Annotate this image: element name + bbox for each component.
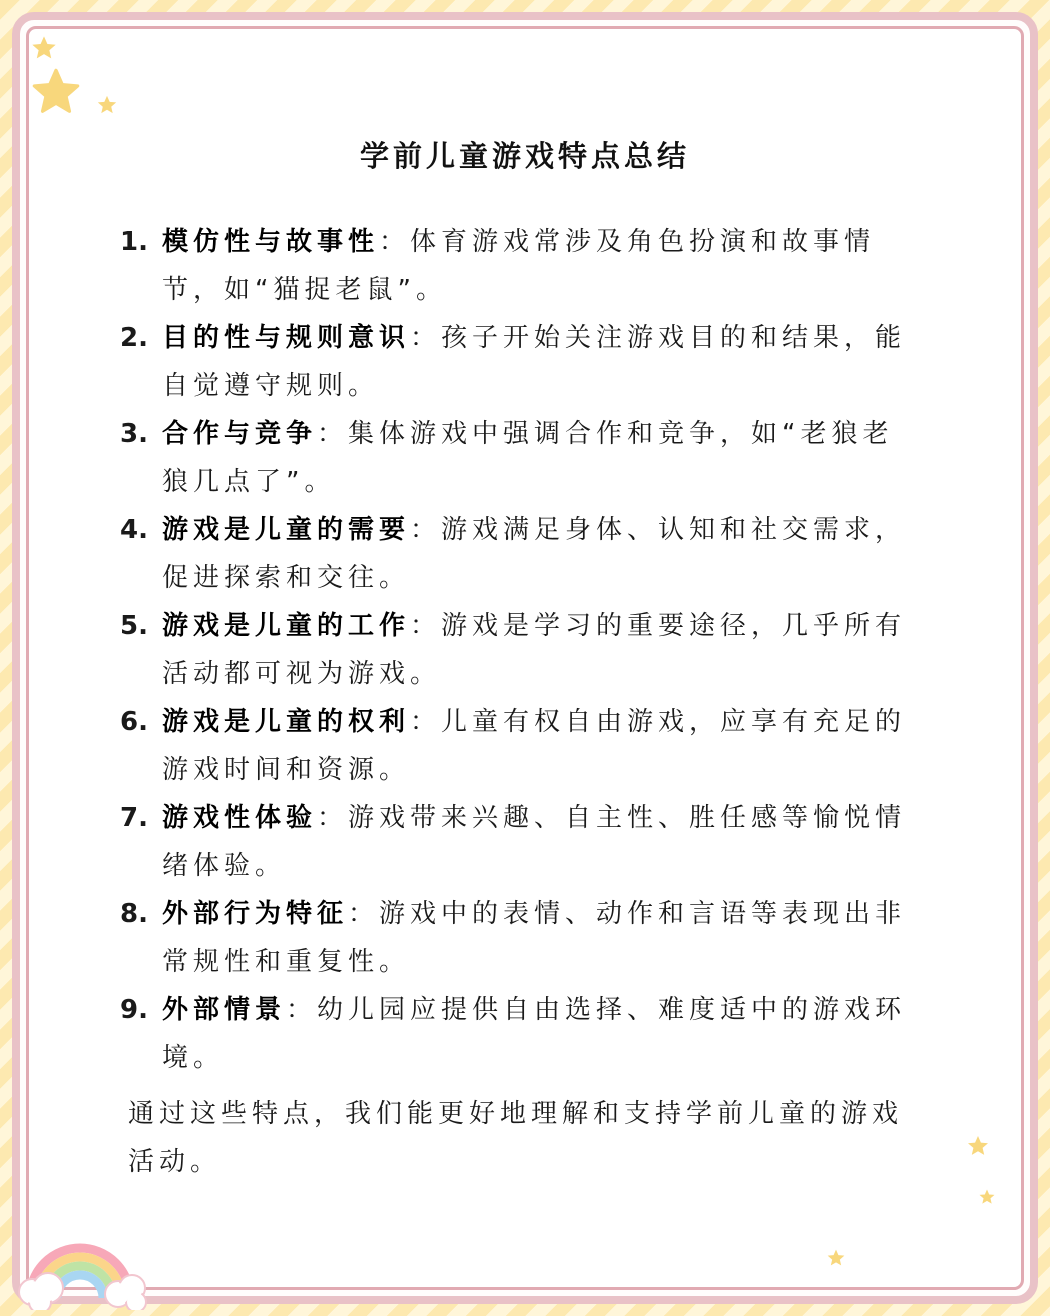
list-item bbox=[120, 506, 910, 602]
item-number: 9. bbox=[120, 995, 148, 1025]
item-body: 集体游戏中强调合作和竞争，如“老狼老狼几点了”。 bbox=[162, 419, 894, 497]
item-separator: ： bbox=[317, 803, 349, 833]
item-heading: 外部行为特征 bbox=[162, 899, 349, 929]
item-body: 游戏是学习的重要途径，几乎所有活动都可视为游戏。 bbox=[162, 611, 907, 689]
item-body: 游戏带来兴趣、自主性、胜任感等愉悦情绪体验。 bbox=[162, 803, 907, 881]
item-separator: ： bbox=[410, 611, 442, 641]
item-body: 儿童有权自由游戏，应享有充足的游戏时间和资源。 bbox=[162, 707, 907, 785]
star-icon bbox=[96, 94, 118, 116]
item-separator: ： bbox=[410, 323, 442, 353]
item-number: 1. bbox=[120, 227, 148, 257]
item-separator: ： bbox=[379, 227, 411, 257]
star-icon bbox=[966, 1134, 990, 1158]
item-heading: 合作与竞争 bbox=[162, 419, 318, 449]
item-separator: ： bbox=[348, 899, 380, 929]
item-number: 7. bbox=[120, 803, 148, 833]
item-number: 2. bbox=[120, 323, 148, 353]
list-item bbox=[120, 794, 910, 890]
item-heading: 游戏是儿童的工作 bbox=[162, 611, 411, 641]
item-number: 8. bbox=[120, 899, 148, 929]
item-body: 幼儿园应提供自由选择、难度适中的游戏环境。 bbox=[162, 995, 907, 1073]
item-separator: ： bbox=[286, 995, 318, 1025]
page-title: 学前儿童游戏特点总结 bbox=[359, 139, 690, 173]
item-body: 游戏满足身体、认知和社交需求，促进探索和交往。 bbox=[162, 515, 907, 593]
item-number: 6. bbox=[120, 707, 148, 737]
item-heading: 游戏是儿童的权利 bbox=[162, 707, 411, 737]
feature-list bbox=[120, 218, 910, 1082]
list-item bbox=[120, 986, 910, 1082]
rainbow-icon bbox=[18, 1218, 148, 1310]
conclusion-text: 通过这些特点，我们能更好地理解和支持学前儿童的游戏活动。 bbox=[128, 1099, 904, 1177]
item-number: 5. bbox=[120, 611, 148, 641]
item-separator: ： bbox=[410, 515, 442, 545]
list-item bbox=[120, 410, 910, 506]
item-body: 体育游戏常涉及角色扮演和故事情节，如“猫捉老鼠”。 bbox=[162, 227, 876, 305]
item-body: 孩子开始关注游戏目的和结果，能自觉遵守规则。 bbox=[162, 323, 907, 401]
list-item bbox=[120, 314, 910, 410]
list-item bbox=[120, 890, 910, 986]
item-heading: 外部情景 bbox=[162, 995, 287, 1025]
item-heading: 目的性与规则意识 bbox=[162, 323, 411, 353]
item-separator: ： bbox=[410, 707, 442, 737]
item-separator: ： bbox=[317, 419, 349, 449]
star-icon bbox=[30, 34, 58, 62]
list-item bbox=[120, 698, 910, 794]
item-heading: 游戏性体验 bbox=[162, 803, 318, 833]
item-heading: 模仿性与故事性 bbox=[162, 227, 380, 257]
star-icon bbox=[826, 1248, 846, 1268]
item-heading: 游戏是儿童的需要 bbox=[162, 515, 411, 545]
star-icon bbox=[30, 66, 82, 118]
list-item bbox=[120, 218, 910, 314]
item-body: 游戏中的表情、动作和言语等表现出非常规性和重复性。 bbox=[162, 899, 907, 977]
item-number: 4. bbox=[120, 515, 148, 545]
star-icon bbox=[978, 1188, 996, 1206]
item-number: 3. bbox=[120, 419, 148, 449]
list-item bbox=[120, 602, 910, 698]
